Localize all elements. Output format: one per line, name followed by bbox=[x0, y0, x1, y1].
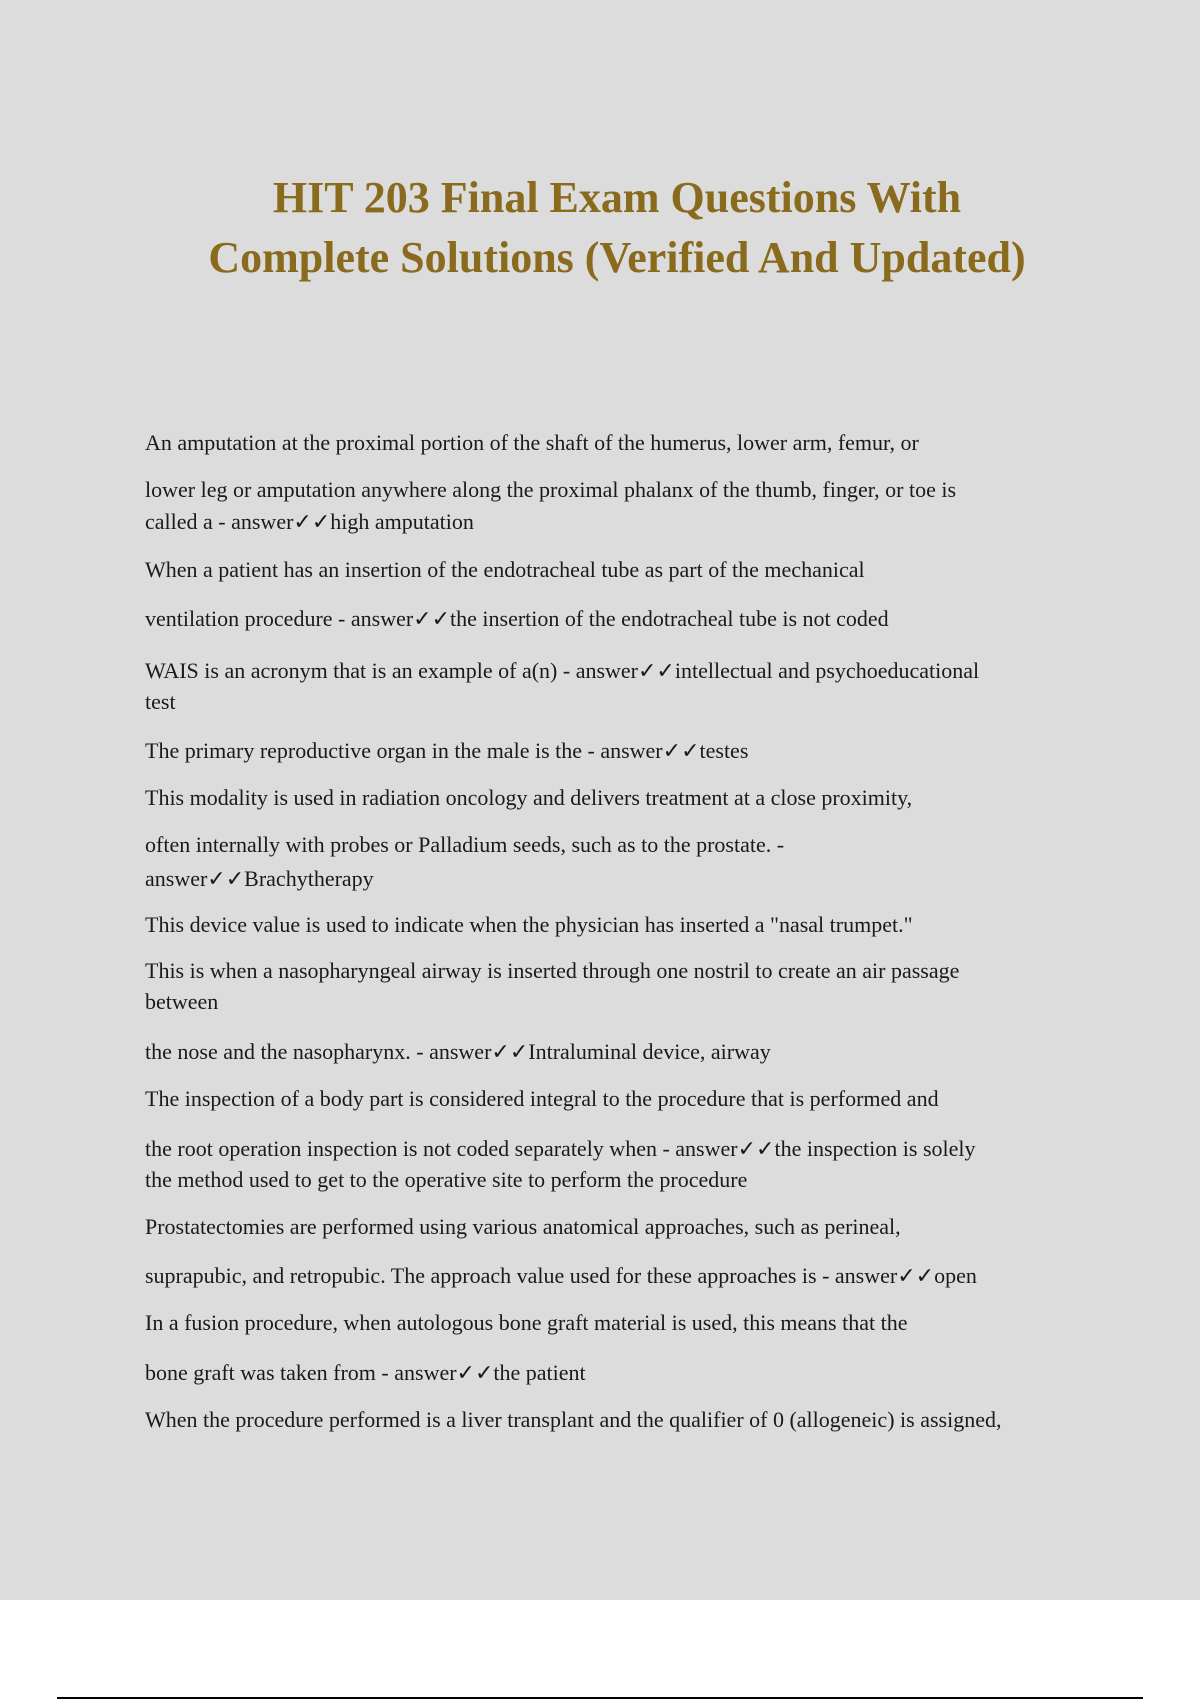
text-line: An amputation at the proximal portion of the shaft of the humerus, lower arm, femur, or bbox=[145, 430, 919, 455]
text-line: When the procedure performed is a liver transplant and the qualifier of 0 (allogeneic) is assigned, bbox=[145, 1407, 1002, 1432]
text-line: WAIS is an acronym that is an example of a(n) - answer✓✓intellectual and psychoeducational bbox=[145, 658, 980, 683]
title-line-2: Complete Solutions (Verified And Updated) bbox=[208, 233, 1026, 282]
text-line: In a fusion procedure, when autologous bone graft material is used, this means that the bbox=[145, 1310, 908, 1335]
text-line: the method used to get to the operative site to perform the procedure bbox=[145, 1167, 748, 1192]
footer-divider bbox=[57, 1697, 1143, 1699]
text-line: This is when a nasopharyngeal airway is inserted through one nostril to create an air passage bbox=[145, 958, 960, 983]
text-line: ventilation procedure - answer✓✓the insertion of the endotracheal tube is not coded bbox=[145, 606, 889, 631]
text-line: called a - answer✓✓high amputation bbox=[145, 509, 474, 534]
text-line: The inspection of a body part is considered integral to the procedure that is performed and bbox=[145, 1086, 939, 1111]
text-line: Prostatectomies are performed using various anatomical approaches, such as perineal, bbox=[145, 1214, 901, 1239]
text-line: answer✓✓Brachytherapy bbox=[145, 866, 374, 891]
text-line: between bbox=[145, 989, 219, 1014]
text-line: This modality is used in radiation oncology and delivers treatment at a close proximity, bbox=[145, 785, 913, 810]
text-line: test bbox=[145, 689, 176, 714]
text-line: lower leg or amputation anywhere along the proximal phalanx of the thumb, finger, or toe is bbox=[145, 477, 957, 502]
document-title bbox=[100, 168, 1134, 288]
text-line: bone graft was taken from - answer✓✓the patient bbox=[145, 1360, 586, 1385]
text-line: When a patient has an insertion of the endotracheal tube as part of the mechanical bbox=[145, 557, 865, 582]
text-line: often internally with probes or Palladium seeds, such as to the prostate. - bbox=[145, 832, 785, 857]
text-line: suprapubic, and retropubic. The approach value used for these approaches is - answer✓✓open bbox=[145, 1263, 977, 1288]
text-line: the nose and the nasopharynx. - answer✓✓Intraluminal device, airway bbox=[145, 1039, 771, 1064]
text-line: The primary reproductive organ in the male is the - answer✓✓testes bbox=[145, 738, 749, 763]
text-line: the root operation inspection is not coded separately when - answer✓✓the inspection is solely bbox=[145, 1136, 976, 1161]
title-line-1: HIT 203 Final Exam Questions With bbox=[272, 173, 962, 222]
text-line: This device value is used to indicate when the physician has inserted a "nasal trumpet." bbox=[145, 912, 913, 937]
